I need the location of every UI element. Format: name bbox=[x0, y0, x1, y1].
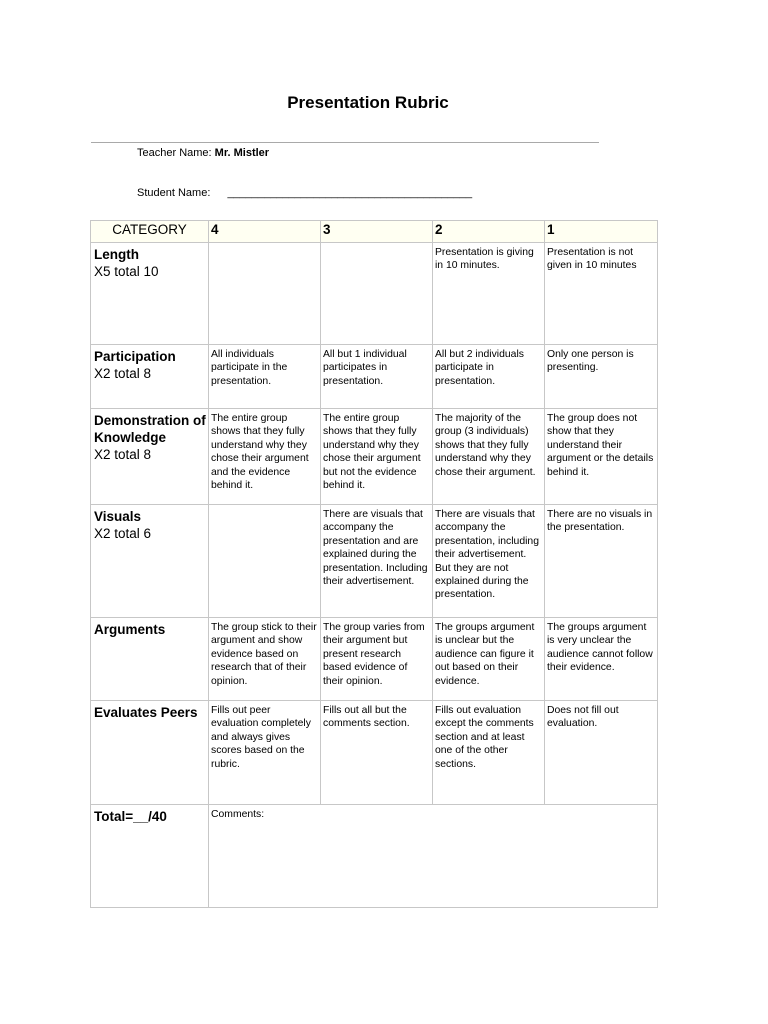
header-level-3: 3 bbox=[321, 221, 433, 243]
rubric-table bbox=[90, 220, 658, 908]
category-cell bbox=[91, 409, 209, 505]
category-cell bbox=[91, 618, 209, 701]
student-name-line bbox=[137, 187, 472, 199]
criteria-cell-2: The groups argument is unclear but the audience can figure it out based on their evidence. bbox=[433, 618, 545, 701]
criteria-cell-2: Fills out evaluation except the comments section and at least one of the other sections. bbox=[433, 701, 545, 805]
criteria-cell-3: All but 1 individual participates in presentation. bbox=[321, 345, 433, 409]
rubric-row-length bbox=[91, 243, 658, 345]
total-row bbox=[91, 805, 658, 908]
criteria-cell-3: Fills out all but the comments section. bbox=[321, 701, 433, 805]
criteria-cell-3 bbox=[321, 243, 433, 345]
page-title: Presentation Rubric bbox=[287, 93, 449, 112]
criteria-cell-1: Only one person is presenting. bbox=[545, 345, 658, 409]
category-name: Evaluates Peers bbox=[94, 705, 198, 720]
rubric-row-participation bbox=[91, 345, 658, 409]
total-cell bbox=[91, 805, 209, 908]
category-points: X5 total 10 bbox=[94, 264, 159, 279]
criteria-cell-4: The group stick to their argument and show evidence based on research that of their opinion. bbox=[209, 618, 321, 701]
criteria-cell-4: Fills out peer evaluation completely and always gives scores based on the rubric. bbox=[209, 701, 321, 805]
comments-label: Comments: bbox=[211, 809, 265, 820]
criteria-cell-1: The groups argument is very unclear the audience cannot follow their evidence. bbox=[545, 618, 658, 701]
criteria-cell-1: The group does not show that they understand their argument or the details behind it. bbox=[545, 409, 658, 505]
comments-cell[interactable] bbox=[209, 805, 658, 908]
teacher-name-line bbox=[137, 147, 269, 159]
category-name: Arguments bbox=[94, 622, 166, 637]
criteria-cell-1: Presentation is not given in 10 minutes bbox=[545, 243, 658, 345]
header-level-2: 2 bbox=[433, 221, 545, 243]
category-name: Participation bbox=[94, 349, 176, 364]
category-name: Length bbox=[94, 247, 139, 262]
header-row bbox=[91, 221, 658, 243]
criteria-cell-1: There are no visuals in the presentation. bbox=[545, 505, 658, 618]
category-cell bbox=[91, 243, 209, 345]
rubric-row-visuals bbox=[91, 505, 658, 618]
teacher-name-label: Teacher Name: bbox=[137, 147, 212, 159]
header-category: CATEGORY bbox=[91, 221, 209, 243]
criteria-cell-2: Presentation is giving in 10 minutes. bbox=[433, 243, 545, 345]
rubric-row-evaluates-peers bbox=[91, 701, 658, 805]
criteria-cell-4 bbox=[209, 243, 321, 345]
category-points: X2 total 6 bbox=[94, 526, 152, 541]
criteria-cell-3: The entire group shows that they fully understand why they chose their argument but not the evidence behind it. bbox=[321, 409, 433, 505]
header-level-1: 1 bbox=[545, 221, 658, 243]
student-name-label: Student Name: bbox=[137, 187, 211, 199]
criteria-cell-2: All but 2 individuals participate in presentation. bbox=[433, 345, 545, 409]
student-name-blank: ________________________________________ bbox=[227, 187, 473, 199]
title-divider bbox=[91, 142, 599, 143]
criteria-cell-1: Does not fill out evaluation. bbox=[545, 701, 658, 805]
category-points: X2 total 8 bbox=[94, 366, 152, 381]
category-name: Visuals bbox=[94, 509, 142, 524]
criteria-cell-2: The majority of the group (3 individuals) shows that they fully understand why they chose their argument. bbox=[433, 409, 545, 505]
category-cell bbox=[91, 701, 209, 805]
category-cell bbox=[91, 505, 209, 618]
criteria-cell-3: The group varies from their argument but present research based evidence of their opinion. bbox=[321, 618, 433, 701]
criteria-cell-2: There are visuals that accompany the presentation, including their advertisement. But they are not explained during the presentation. bbox=[433, 505, 545, 618]
criteria-cell-4: The entire group shows that they fully understand why they chose their argument and the evidence behind it. bbox=[209, 409, 321, 505]
criteria-cell-4: All individuals participate in the presentation. bbox=[209, 345, 321, 409]
category-points: X2 total 8 bbox=[94, 447, 152, 462]
total-label: Total=__/40 bbox=[94, 809, 167, 824]
header-level-4: 4 bbox=[209, 221, 321, 243]
category-cell bbox=[91, 345, 209, 409]
category-name: Demonstration of Knowledge bbox=[94, 413, 206, 445]
rubric-row-knowledge bbox=[91, 409, 658, 505]
teacher-name-value: Mr. Mistler bbox=[214, 147, 270, 159]
criteria-cell-3: There are visuals that accompany the presentation and are explained during the presentation. Including their advertisement. bbox=[321, 505, 433, 618]
rubric-row-arguments bbox=[91, 618, 658, 701]
criteria-cell-4 bbox=[209, 505, 321, 618]
